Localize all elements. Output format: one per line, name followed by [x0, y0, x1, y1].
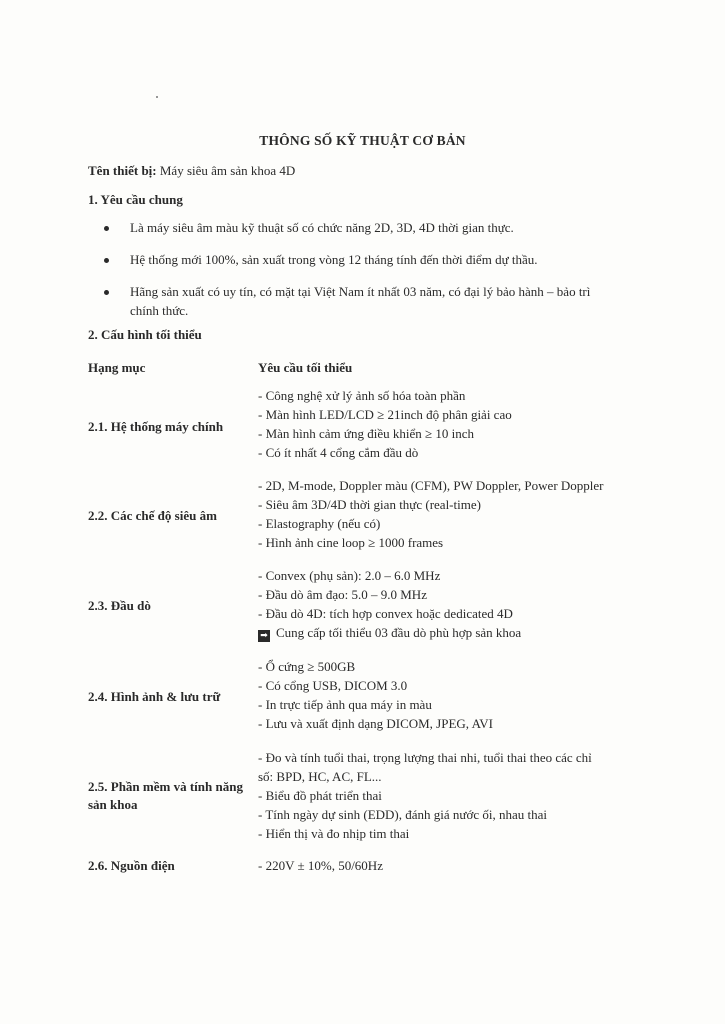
general-list	[104, 218, 664, 330]
column-header-requirement: Yêu cầu tối thiểu	[258, 360, 353, 375]
column-header-category: Hạng mục	[88, 360, 146, 375]
row-label-modes: 2.2. Các chế độ siêu âm	[88, 508, 217, 523]
config-heading: 2. Cấu hình tối thiểu	[88, 327, 202, 342]
row-requirements-imaging-storage: - Ổ cứng ≥ 500GB - Có cổng USB, DICOM 3.0 - In trực tiếp ảnh qua máy in màu - Lưu và xuất định dạng DICOM, JPEG, AVI	[258, 659, 494, 731]
row-requirements-probes: - Convex (phụ sản): 2.0 – 6.0 MHz - Đầu dò âm đạo: 5.0 – 9.0 MHz - Đầu dò 4D: tích hợp convex hoặc dedicated 4D ➡ Cung cấp tối thiểu 03 đầu dò phù hợp sản khoa	[258, 566, 658, 642]
list-item: Hãng sản xuất có uy tín, có mặt tại Việt Nam ít nhất 03 năm, có đại lý bảo hành – bảo trì chính thức.	[104, 282, 664, 320]
row-label-imaging-storage: 2.4. Hình ảnh & lưu trữ	[88, 689, 221, 704]
row-label-main-system: 2.1. Hệ thống máy chính	[88, 419, 224, 434]
bullet-icon	[104, 258, 109, 263]
device-line	[88, 163, 295, 179]
document-title: THÔNG SỐ KỸ THUẬT CƠ BẢN	[259, 133, 466, 148]
device-value: Máy siêu âm sản khoa 4D	[159, 163, 296, 178]
row-requirements-software: - Đo và tính tuổi thai, trọng lượng thai nhi, tuổi thai theo các chỉ số: BPD, HC, AC, FL... - Biểu đồ phát triển thai - Tính ngày dự sinh (EDD), đánh giá nước ối, nhau thai - Hiển thị và đo nhịp tim thai	[258, 750, 592, 841]
row-requirements-main-system: - Công nghệ xử lý ảnh số hóa toàn phần - Màn hình LED/LCD ≥ 21inch độ phân giải cao - Màn hình cảm ứng điều khiển ≥ 10 inch - Có ít nhất 4 cổng cắm đầu dò	[258, 388, 512, 460]
row-requirements-modes: - 2D, M-mode, Doppler màu (CFM), PW Doppler, Power Doppler - Siêu âm 3D/4D thời gian thực (real-time) - Elastography (nếu có) - Hình ảnh cine loop ≥ 1000 frames	[258, 478, 604, 550]
row-requirements-power: - 220V ± 10%, 50/60Hz	[258, 858, 383, 873]
arrow-right-icon: ➡	[258, 630, 270, 642]
list-item: Hệ thống mới 100%, sản xuất trong vòng 12 tháng tính đến thời điểm dự thầu.	[104, 250, 664, 269]
list-item: Là máy siêu âm màu kỹ thuật số có chức năng 2D, 3D, 4D thời gian thực.	[104, 218, 664, 237]
row-label-software: 2.5. Phần mềm và tính năng sản khoa	[88, 779, 243, 812]
bullet-icon	[104, 290, 109, 295]
probe-note: ➡ Cung cấp tối thiểu 03 đầu dò phù hợp sản khoa	[258, 623, 658, 642]
general-heading: 1. Yêu cầu chung	[88, 192, 183, 207]
scan-speck	[156, 96, 158, 98]
device-label: Tên thiết bị:	[88, 163, 157, 178]
bullet-icon	[104, 226, 109, 231]
row-label-probes: 2.3. Đầu dò	[88, 598, 151, 613]
row-label-power: 2.6. Nguồn điện	[88, 858, 175, 873]
